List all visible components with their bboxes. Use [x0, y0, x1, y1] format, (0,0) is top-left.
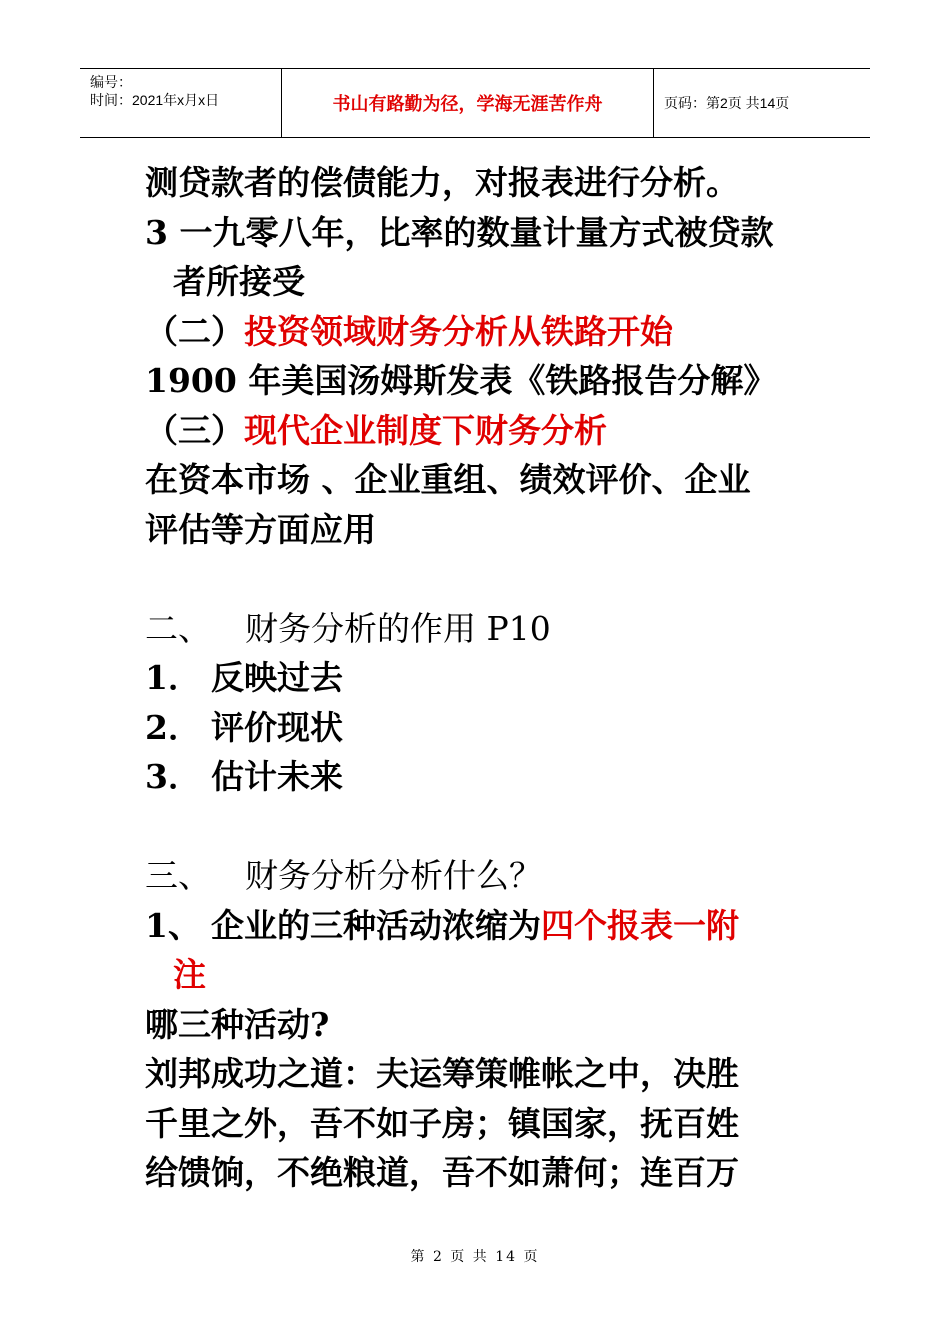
- body-line: 1900 年美国汤姆斯发表《铁路报告分解》: [145, 361, 777, 400]
- document-header-table: [80, 68, 870, 138]
- list-text: 评价现状: [211, 707, 343, 747]
- document-body: [145, 158, 815, 1198]
- blank-line: [145, 802, 815, 852]
- body-line: 千里之外，吾不如子房；镇国家，抚百姓: [145, 1103, 739, 1143]
- list-text: 估计未来: [211, 757, 343, 796]
- list-item: [145, 901, 815, 951]
- subheading-prefix: （三）: [145, 410, 244, 450]
- section-heading-three: [145, 851, 815, 901]
- body-line: 3 一九零八年，比率的数量计量方式被贷款: [145, 212, 774, 252]
- subheading-two: [145, 307, 815, 357]
- list-text: 企业的三种活动浓缩为: [211, 905, 541, 945]
- list-number: 3．: [145, 757, 201, 796]
- subheading-red-text: 投资领域财务分析从铁路开始: [244, 311, 673, 351]
- section-title: 财务分析的作用 P10: [245, 608, 551, 648]
- list-red-text: 四个报表一附: [541, 905, 739, 945]
- subheading-three: [145, 406, 815, 456]
- list-number: 2．: [145, 707, 201, 747]
- header-right-cell: [654, 69, 870, 137]
- header-left-cell: [80, 69, 282, 137]
- section-heading-two: [145, 604, 815, 654]
- section-number: 二、: [145, 608, 211, 648]
- blank-line: [145, 554, 815, 604]
- body-line: 测贷款者的偿债能力，对报表进行分析。: [145, 163, 739, 202]
- section-title: 财务分析分析什么？: [245, 856, 542, 895]
- list-item: [145, 703, 815, 753]
- page-footer: 第 2 页 共 14 页: [410, 1249, 540, 1265]
- subheading-prefix: （二）: [145, 311, 244, 351]
- subheading-red-text: 现代企业制度下财务分析: [244, 410, 607, 450]
- body-line: 者所接受: [173, 262, 305, 301]
- list-red-continuation: 注: [173, 955, 206, 994]
- number-label: 编号：: [90, 74, 132, 90]
- list-item: [145, 752, 815, 802]
- section-number: 三、: [145, 856, 211, 895]
- header-motto: 书山有路勤为径，学海无涯苦作舟: [332, 94, 603, 115]
- list-item: [145, 653, 815, 703]
- time-label: 时间：2021年x月x日: [90, 92, 220, 108]
- list-number: 1、: [145, 905, 201, 945]
- page-info: 页码：第2页 共14页: [664, 95, 790, 111]
- header-motto-cell: [282, 69, 654, 137]
- body-line: 哪三种活动?: [145, 1004, 330, 1044]
- list-number: 1．: [145, 658, 201, 697]
- body-line: 给馈饷，不绝粮道，吾不如萧何；连百万: [145, 1153, 739, 1192]
- body-line: 在资本市场 、企业重组、绩效评价、企业: [145, 460, 751, 499]
- body-line: 刘邦成功之道：夫运筹策帷帐之中，决胜: [145, 1054, 739, 1093]
- list-text: 反映过去: [211, 658, 343, 697]
- body-line: 评估等方面应用: [145, 509, 376, 549]
